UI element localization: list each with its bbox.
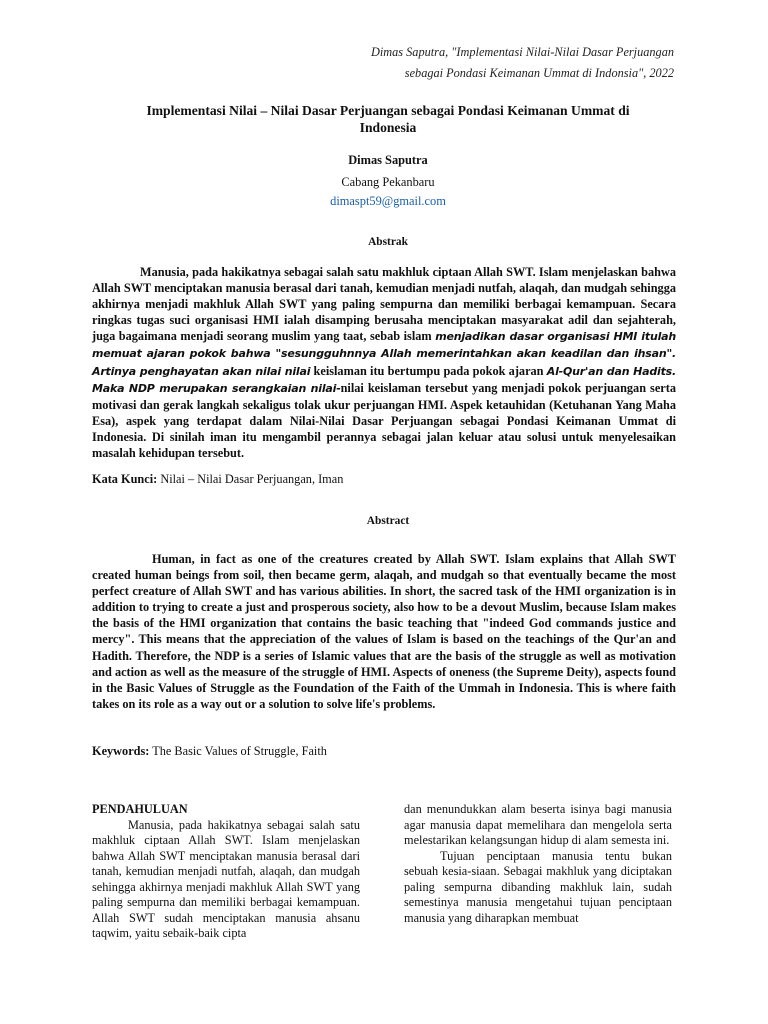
pendahuluan-left-paragraph [92,818,360,942]
running-head [371,42,674,84]
pendahuluan-left-column [92,802,360,942]
abstrak-heading: Abstrak [368,236,408,248]
title-line-1: Implementasi Nilai – Nilai Dasar Perjuangan sebagai Pondasi Keimanan Ummat di [146,103,630,118]
abstrak-text-4: Al-Qur'an dan Hadits. Maka NDP merupakan serangkaian nilai- [92,364,676,395]
abstract-text: Human, in fact as one of the creatures created by Allah SWT. Islam explains that Allah SWT created human beings from soil, then became germ, alaqah, and mudgah so that eventually became the most perfect creature of Allah SWT and has various abilities. In short, the sacred task of the HMI organization is in addition to trying to create a just and prosperous society, also how to be a devout Muslim, because Islam makes the basis of the HMI organization that contains the basic teaching that "indeed God commands justice and mercy". This means that the appreciation of the values of Islam is based on the teachings of the Qur'an and Hadith. Therefore, the NDP is a series of Islamic values that are the basis of the struggle as well as motivation and action as well as the measure of the struggle of HMI. Aspects of oneness (the Supreme Deity), aspects found in the Basic Values of Struggle as the Foundation of the Faith of the Ummah in Indonesia. This is where faith takes on its role as a way out or a solution to solve life's problems. [92,552,676,711]
running-head-line-2: sebagai Pondasi Keimanan Ummat di Indonsia", 2022 [404,66,674,80]
abstrak-text-5: nilai keislaman tersebut yang menjadi pokok perjuangan serta motivasi dan gerak langkah sekaligus tolak ukur perjuangan HMI. Aspek ketauhidan (Ketuhanan Yang Maha Esa), aspek yang terdapat dalam Nilai-Nilai Dasar Perjuangan sebagai Pondasi Keimanan Ummat di Indonesia. Di sinilah iman itu mengambil perannya sebagai jalan keluar atau solusi untuk menyelesaikan masalah kehidupan tersebut. [92,380,676,461]
abstrak-text-1: Manusia, pada hakikatnya sebagai salah satu makhluk ciptaan Allah SWT. Islam menjelaskan bahwa Allah SWT menciptakan manusia berasal dari tanah, kemudian menjadi nutfah, alaqah, dan mudgah sehingga akhirnya menjadi makhluk Allah SWT yang paling sempurna dan memiliki berbagai kemampuan. Secara ringkas tugas suci organisasi HMI ialah disamping berusaha menciptakan masyarakat adil dan sejahterah, juga bagaimana menjadi seorang muslim yang taat, sebab islam [92,265,676,344]
kata-kunci-label: Kata Kunci: [92,472,158,486]
title-line-2: Indonesia [359,120,417,135]
pendahuluan-right-paragraph-1: dan menundukkan alam beserta isinya bagi manusia agar manusia dapat memelihara dan mengelola serta melestarikan kelangsungan hidup di alam semesta ini. [404,802,672,847]
keywords-text: The Basic Values of Struggle, Faith [149,744,327,758]
pendahuluan-heading: PENDAHULUAN [92,802,188,816]
abstrak-text-3: keislaman itu bertumpu pada pokok ajaran [310,363,547,378]
abstrak-body [92,264,676,461]
abstrak-text-2: menjadikan dasar organisasi HMI itulah memuat ajaran pokok bahwa "sesungguhnnya Allah memerintahkan akan keadilan dan ihsan". Artinya penghayatan akan nilai nilai [92,330,676,378]
pendahuluan-right-paragraph-2 [404,849,672,927]
abstract-body [92,551,676,712]
abstract-heading: Abstract [366,515,410,527]
kata-kunci [92,472,684,487]
keywords [92,744,684,759]
keywords-label: Keywords: [92,744,150,758]
author-name: Dimas Saputra [348,153,428,167]
pendahuluan-right-text-2: Tujuan penciptaan manusia tentu bukan sebuah kesia-siaan. Sebagai makhluk yang diciptakan paling sempurna dibanding makhluk lain, sudah semestinya manusia mengetahui tujuan penciptaan manusia yang diharapkan membuat [404,848,672,925]
paper-title [92,102,684,136]
pendahuluan-right-column [404,802,672,926]
pendahuluan-left-text: Manusia, pada hakikatnya sebagai salah satu makhluk ciptaan Allah SWT. Islam menjelaskan bahwa Allah SWT menciptakan manusia berasal dari tanah, kemudian menjadi nutfah, alaqah, dan mudgah sehingga akhirnya menjadi makhluk Allah SWT yang paling sempurna dan memiliki berbagai kemampuan. Allah SWT sudah menciptakan manusia ahsanu taqwim, yaitu sebaik-baik cipta [92,817,360,940]
kata-kunci-text: Nilai – Nilai Dasar Perjuangan, Iman [157,472,344,486]
author-email-link[interactable]: dimaspt59@gmail.com [330,194,446,208]
author-affiliation: Cabang Pekanbaru [341,175,435,189]
running-head-line-1: Dimas Saputra, "Implementasi Nilai-Nilai Dasar Perjuangan [370,45,674,59]
